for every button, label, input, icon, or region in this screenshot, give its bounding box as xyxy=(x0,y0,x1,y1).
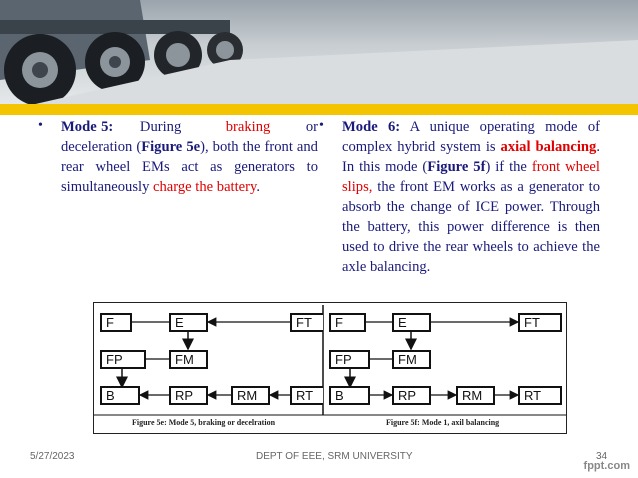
footer-date: 5/27/2023 xyxy=(30,451,75,462)
fig5f-ref: Figure 5f xyxy=(427,159,486,175)
front-wheel-slips-text: front wheel slips, xyxy=(342,159,600,195)
caption-5f: Figure 5f: Mode 1, axil balancing xyxy=(386,418,500,427)
fig5e-ref: Figure 5e xyxy=(141,139,201,155)
box-rp: RP xyxy=(169,386,208,405)
mode6-text4: the front EM works as a generator to absorb the change of ICE power. Through the battery, this power difference is then used to drive the rear wheels to achieve the axle balancing. xyxy=(342,179,600,275)
braking-word: braking xyxy=(225,119,271,135)
box-rp: RP xyxy=(392,386,431,405)
mode5-end: . xyxy=(256,179,261,195)
box-b: B xyxy=(100,386,140,405)
footer-dept: DEPT OF EEE, SRM UNIVERSITY xyxy=(256,451,413,462)
box-rt: RT xyxy=(518,386,562,405)
box-f: F xyxy=(329,313,366,332)
box-fp: FP xyxy=(329,350,370,369)
brand-logo: fppt.com xyxy=(583,460,630,472)
mode6-text3: ) if the xyxy=(485,159,532,175)
bullet-dot: • xyxy=(319,118,324,133)
header-truck-photo xyxy=(0,0,638,112)
mode6-paragraph xyxy=(342,117,600,277)
mode5-rest: ), both the front and rear wheel EMs act as generators to simultaneously xyxy=(61,139,318,195)
box-ft: FT xyxy=(290,313,323,332)
bullet-dot: • xyxy=(38,118,43,133)
axial-balancing-text: axial balancing xyxy=(500,139,597,155)
or-word: or xyxy=(305,119,319,135)
box-f: F xyxy=(100,313,132,332)
mode6-text1: A unique operating mode of complex hybrid system is xyxy=(342,119,600,155)
box-e: E xyxy=(169,313,208,332)
box-rm: RM xyxy=(456,386,495,405)
mode-diagram-figure xyxy=(93,302,567,434)
during-word: During xyxy=(139,119,182,135)
box-fm: FM xyxy=(392,350,431,369)
yellow-accent-band xyxy=(0,104,638,115)
deceleration-text: deceleration ( xyxy=(61,139,142,155)
mode5-paragraph xyxy=(61,117,318,197)
box-fp: FP xyxy=(100,350,146,369)
mode5-label: Mode 5: xyxy=(61,119,114,135)
box-rm: RM xyxy=(231,386,270,405)
mode6-label: Mode 6: xyxy=(342,119,401,135)
box-fm: FM xyxy=(169,350,208,369)
mode6-text2: . In this mode ( xyxy=(342,139,600,175)
box-e: E xyxy=(392,313,431,332)
box-ft: FT xyxy=(518,313,562,332)
charge-battery-text: charge the battery xyxy=(153,179,257,195)
box-rt: RT xyxy=(290,386,323,405)
box-b: B xyxy=(329,386,370,405)
footer-page-number: 34 xyxy=(596,451,608,462)
caption-5e: Figure 5e: Mode 5, braking or decelration xyxy=(132,418,276,427)
